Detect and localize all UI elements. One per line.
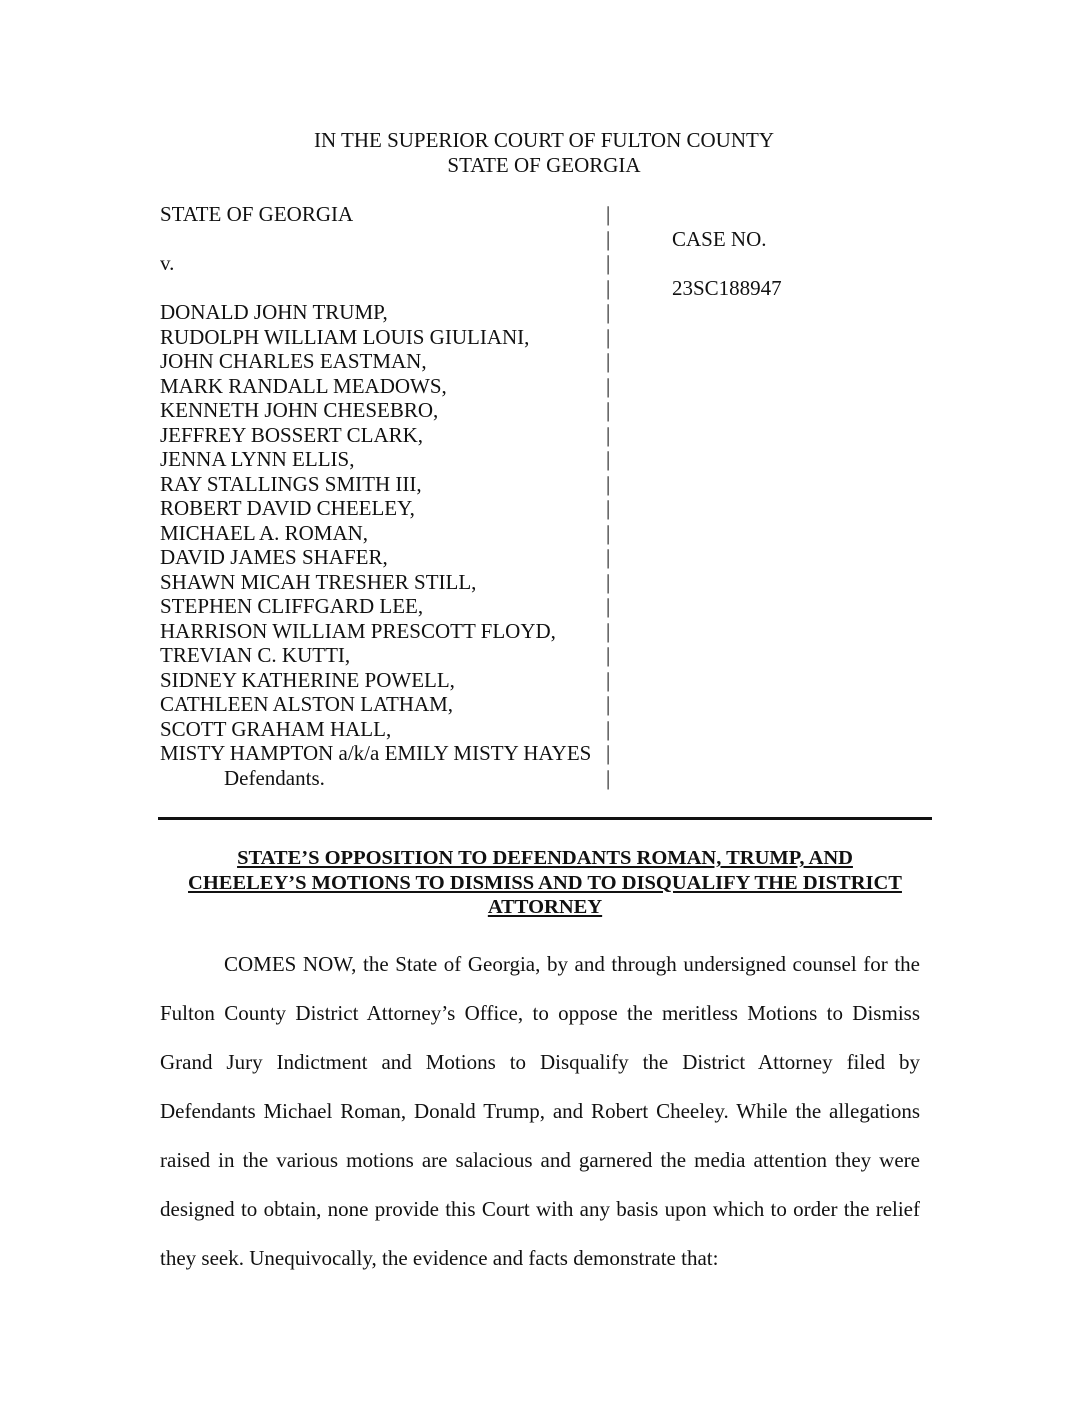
caption-separator-pipe: | — [606, 422, 611, 447]
defendant-name: KENNETH JOHN CHESEBRO, — [160, 398, 439, 422]
caption-separator-pipe: | — [606, 373, 611, 398]
caption-separator-pipe: | — [606, 569, 611, 594]
defendant-name: SCOTT GRAHAM HALL, — [160, 716, 392, 741]
defendant-name: MARK RANDALL MEADOWS, — [160, 373, 447, 398]
defendant-name: SIDNEY KATHERINE POWELL, — [160, 667, 455, 692]
caption-separator-pipe: | — [606, 447, 611, 471]
caption-separator-pipe: | — [606, 594, 611, 618]
caption-divider — [158, 817, 932, 820]
caption-separator-pipe: | — [606, 643, 611, 667]
defendant-name: JENNA LYNN ELLIS, — [160, 447, 355, 471]
defendant-name: CATHLEEN ALSTON LATHAM, — [160, 692, 454, 716]
caption-separator-pipe: | — [606, 300, 611, 324]
caption-separator-pipe: | — [606, 275, 611, 300]
caption-separator-pipe: | — [606, 667, 611, 692]
caption-separator-pipe: | — [606, 398, 611, 422]
case-caption — [160, 202, 610, 790]
defendant-name: RUDOLPH WILLIAM LOUIS GIULIANI, — [160, 324, 530, 349]
caption-separator-pipe: | — [606, 741, 611, 765]
document-title-line: CHEELEY’S MOTIONS TO DISMISS AND TO DISQUALIFY THE DISTRICT — [188, 871, 902, 894]
defendant-name: ROBERT DAVID CHEELEY, — [160, 496, 415, 520]
caption-separator-pipe: | — [606, 496, 611, 520]
defendant-name: DONALD JOHN TRUMP, — [160, 300, 388, 324]
plaintiff-name: STATE OF GEORGIA — [160, 202, 354, 226]
case-number: 23SC188947 — [672, 276, 782, 300]
defendant-name: RAY STALLINGS SMITH III, — [160, 471, 422, 496]
defendant-name: JOHN CHARLES EASTMAN, — [160, 349, 427, 373]
caption-separator-pipe: | — [606, 251, 611, 275]
caption-separator-pipe: | — [606, 618, 611, 643]
court-name: IN THE SUPERIOR COURT OF FULTON COUNTY — [313, 128, 775, 152]
defendant-name: DAVID JAMES SHAFER, — [160, 545, 388, 569]
caption-separator-pipe: | — [606, 226, 611, 251]
court-header — [0, 128, 1088, 178]
caption-separator-pipe: | — [606, 202, 611, 226]
defendant-name: STEPHEN CLIFFGARD LEE, — [160, 594, 424, 618]
defendant-name: JEFFREY BOSSERT CLARK, — [160, 422, 424, 447]
caption-separator-pipe: | — [606, 716, 611, 741]
caption-separator-pipe: | — [606, 349, 611, 373]
document-title — [158, 846, 932, 920]
document-title-line: ATTORNEY — [487, 896, 603, 918]
case-info — [672, 227, 782, 301]
caption-separator — [606, 202, 618, 790]
defendant-name: TREVIAN C. KUTTI, — [160, 643, 351, 667]
caption-separator-pipe: | — [606, 545, 611, 569]
defendant-name: HARRISON WILLIAM PRESCOTT FLOYD, — [160, 618, 556, 643]
defendant-name: SHAWN MICAH TRESHER STILL, — [160, 569, 477, 594]
case-number-label: CASE NO. — [672, 227, 767, 251]
caption-separator-pipe: | — [606, 324, 611, 349]
body-paragraph: COMES NOW, the State of Georgia, by and through undersigned counsel for the Fulton County District Attorney’s Office, to oppose the meritless Motions to Dismiss Grand Jury Indictment and Motions to Disqualify the District Attorney filed by Defendants Michael Roman, Donald Trump, and Robert Cheeley. While the allegations raised in the various motions are salacious and garnered the media attention they were designed to obtain, none provide this Court with any basis upon which to order the relief they seek. Unequivocally, the evidence and facts demonstrate that: — [160, 952, 920, 1270]
defendants-label: Defendants. — [224, 765, 325, 790]
caption-separator-pipe: | — [606, 520, 611, 545]
caption-separator-pipe: | — [606, 765, 611, 790]
court-state: STATE OF GEORGIA — [447, 153, 641, 177]
document-body — [160, 940, 920, 1283]
caption-separator-pipe: | — [606, 471, 611, 496]
versus-label: v. — [160, 251, 175, 275]
defendant-name: MICHAEL A. ROMAN, — [160, 520, 369, 545]
defendant-name: MISTY HAMPTON a/k/a EMILY MISTY HAYES — [160, 741, 592, 765]
caption-separator-pipe: | — [606, 692, 611, 716]
document-title-line: STATE’S OPPOSITION TO DEFENDANTS ROMAN, TRUMP, AND — [237, 847, 853, 869]
